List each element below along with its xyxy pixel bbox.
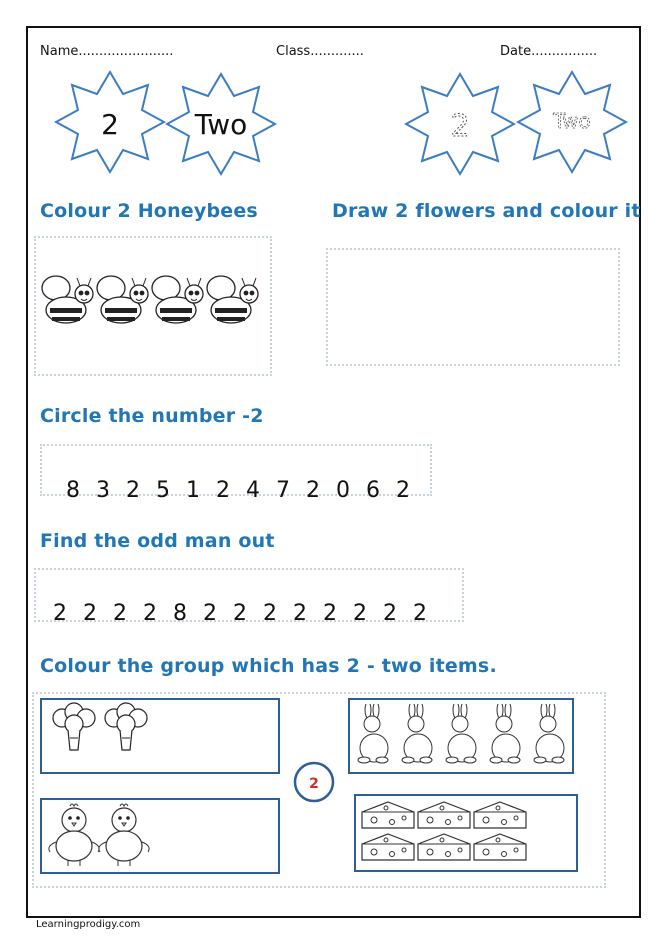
star-trace-digit	[404, 72, 516, 176]
odd-digit[interactable]: 2	[353, 601, 367, 626]
group-cheese[interactable]	[354, 794, 578, 872]
rabbit-icon	[402, 704, 432, 763]
odd-digit[interactable]: 2	[233, 601, 247, 626]
rabbit-icon	[446, 704, 476, 763]
footer-site: Learningprodigy.com	[36, 919, 141, 930]
odd-digit[interactable]: 2	[113, 601, 127, 626]
circle-number-sequence	[44, 453, 418, 503]
cheese-icon	[474, 802, 526, 828]
center-badge	[292, 760, 336, 804]
rabbit-icon	[534, 704, 564, 763]
odd-digit[interactable]: 2	[83, 601, 97, 626]
sequence-digit[interactable]: 2	[126, 478, 140, 503]
sequence-digit[interactable]: 1	[186, 478, 200, 503]
broccoli-icon	[53, 703, 95, 750]
honeybee-group	[40, 274, 270, 330]
odd-digit[interactable]: 2	[413, 601, 427, 626]
odd-digit[interactable]: 2	[263, 601, 277, 626]
odd-digit[interactable]: 2	[323, 601, 337, 626]
odd-digit[interactable]: 2	[203, 601, 217, 626]
sequence-digit[interactable]: 8	[66, 478, 80, 503]
heading-circle-number: Circle the number -2	[40, 405, 264, 427]
star-trace-digit-label: 2	[450, 109, 470, 144]
heading-draw-flowers: Draw 2 flowers and colour it	[332, 200, 641, 222]
broccoli-icon	[105, 703, 147, 750]
group-broccoli[interactable]	[40, 698, 280, 774]
heading-colour-bees: Colour 2 Honeybees	[40, 200, 258, 222]
heading-colour-group: Colour the group which has 2 - two items.	[40, 655, 497, 677]
sequence-digit[interactable]: 6	[366, 478, 380, 503]
odd-digit[interactable]: 2	[383, 601, 397, 626]
odd-digit[interactable]: 2	[53, 601, 67, 626]
cheese-icons	[358, 798, 578, 870]
sequence-digit[interactable]: 4	[246, 478, 260, 503]
odd-digit[interactable]: 2	[143, 601, 157, 626]
sequence-digit[interactable]: 2	[216, 478, 230, 503]
cheese-icon	[418, 834, 470, 860]
odd-digit[interactable]: 8	[173, 601, 187, 626]
sequence-digit[interactable]: 7	[276, 478, 290, 503]
odd-digit[interactable]: 2	[293, 601, 307, 626]
star-trace-word	[516, 70, 628, 174]
star-word	[165, 72, 277, 176]
cheese-icon	[362, 834, 414, 860]
sequence-digit[interactable]: 3	[96, 478, 110, 503]
group-rabbits[interactable]	[348, 698, 574, 774]
chick-icon	[49, 804, 99, 866]
name-field[interactable]: Name.......................	[40, 44, 174, 59]
broccoli-icons	[48, 702, 158, 758]
rabbit-icon	[490, 704, 520, 763]
sequence-digit[interactable]: 5	[156, 478, 170, 503]
chick-icon	[99, 804, 149, 866]
chick-icons	[44, 802, 154, 872]
heading-odd-man: Find the odd man out	[40, 530, 275, 552]
draw-flowers-box[interactable]	[326, 248, 620, 366]
honeybee-icon	[42, 276, 93, 323]
sequence-digit[interactable]: 0	[336, 478, 350, 503]
rabbit-icons	[354, 704, 574, 770]
odd-man-sequence	[31, 576, 435, 626]
cheese-icon	[418, 802, 470, 828]
group-chicks[interactable]	[40, 798, 280, 874]
sequence-digit[interactable]: 2	[396, 478, 410, 503]
cheese-icon	[474, 834, 526, 860]
star-word-label: Two	[194, 108, 248, 141]
center-badge-label: 2	[309, 776, 319, 792]
star-digit	[54, 70, 166, 174]
star-digit-label: 2	[101, 108, 119, 141]
honeybee-icon	[152, 276, 203, 323]
class-field[interactable]: Class.............	[276, 44, 364, 59]
honeybee-icon	[97, 276, 148, 323]
cheese-icon	[362, 802, 414, 828]
sequence-digit[interactable]: 2	[306, 478, 320, 503]
date-field[interactable]: Date................	[500, 44, 598, 59]
rabbit-icon	[358, 704, 388, 763]
star-trace-word-label: Two	[553, 109, 591, 133]
honeybee-icon	[207, 276, 258, 323]
